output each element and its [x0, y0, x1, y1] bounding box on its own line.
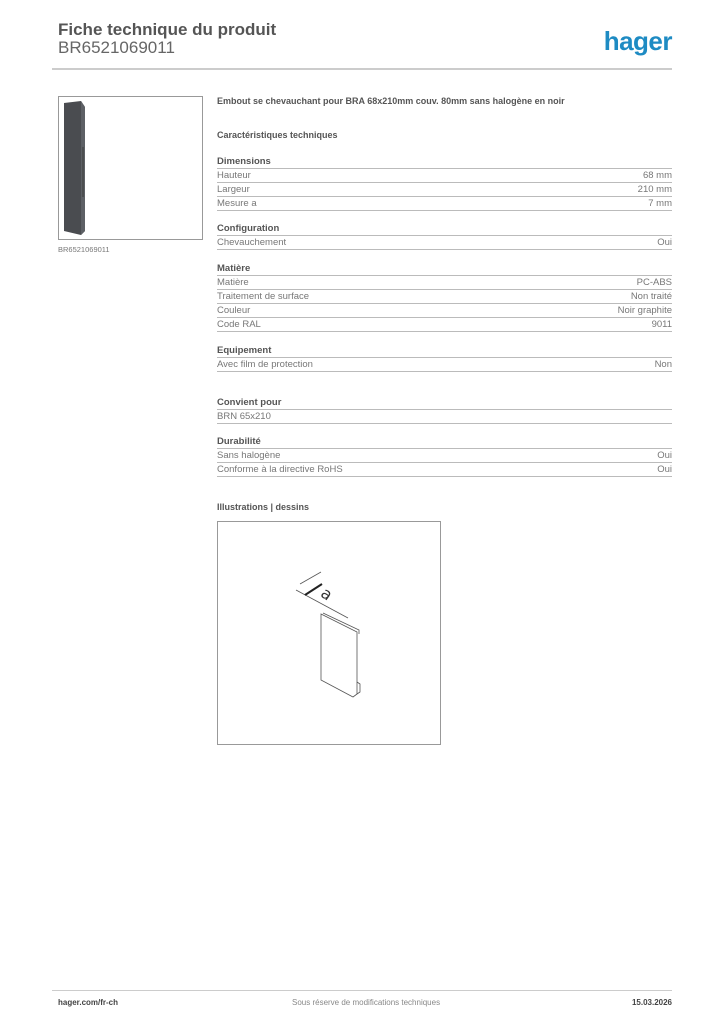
spec-value: 210 mm [637, 184, 672, 195]
characteristics-heading: Caractéristiques techniques [217, 130, 338, 140]
spec-label: BRN 65x210 [217, 411, 271, 422]
section-material [217, 262, 672, 332]
spec-label: Sans halogène [217, 450, 281, 461]
spec-row [217, 276, 672, 290]
spec-value: Noir graphite [617, 305, 672, 316]
illustrations-heading: Illustrations | dessins [217, 502, 310, 512]
spec-row [217, 236, 672, 250]
spec-value: Oui [657, 237, 672, 248]
spec-label: Largeur [217, 184, 250, 195]
technical-drawing [217, 521, 441, 745]
hager-logo: hager [603, 26, 672, 56]
footer-notice: Sous réserve de modifications techniques [292, 998, 441, 1007]
section-title: Durabilité [217, 435, 672, 449]
spec-row [217, 169, 672, 183]
spec-row [217, 183, 672, 197]
spec-label: Couleur [217, 305, 251, 316]
section-equipment [217, 344, 672, 372]
spec-value: Non [654, 359, 672, 370]
section-title: Dimensions [217, 155, 672, 169]
spec-value: Oui [657, 464, 672, 475]
spec-label: Hauteur [217, 170, 251, 181]
spec-label: Code RAL [217, 319, 261, 330]
spec-label: Traitement de surface [217, 291, 310, 302]
footer-divider [52, 990, 672, 991]
page-title: Fiche technique du produit [58, 20, 277, 39]
section-title: Matière [217, 262, 672, 276]
spec-value: Non traité [630, 291, 672, 302]
spec-row [217, 304, 672, 318]
spec-label: Matière [217, 277, 249, 288]
footer-website-link[interactable]: hager.com/fr-ch [58, 998, 119, 1007]
spec-value: 68 mm [642, 170, 672, 181]
product-code: BR6521069011 [58, 38, 175, 57]
spec-row [217, 318, 672, 332]
product-image-caption: BR6521069011 [58, 245, 110, 254]
spec-row [217, 197, 672, 211]
section-dimensions [217, 155, 672, 211]
spec-label: Mesure a [217, 198, 257, 209]
spec-value: PC-ABS [636, 277, 672, 288]
product-image [58, 96, 203, 240]
header-divider [52, 68, 672, 70]
spec-value: 9011 [651, 319, 672, 330]
section-durability [217, 435, 672, 477]
spec-row [217, 358, 672, 372]
spec-value: Oui [657, 450, 672, 461]
spec-label: Chevauchement [217, 237, 287, 248]
dimension-label: a [317, 583, 337, 605]
section-title: Convient pour [217, 396, 672, 410]
section-title: Configuration [217, 222, 672, 236]
spec-label: Conforme à la directive RoHS [217, 464, 343, 475]
footer-date: 15.03.2026 [631, 998, 672, 1007]
section-configuration [217, 222, 672, 250]
spec-row [217, 463, 672, 477]
section-title: Equipement [217, 344, 672, 358]
product-description: Embout se chevauchant pour BRA 68x210mm couv. 80mm sans halogène en noir [217, 96, 565, 106]
spec-row [217, 290, 672, 304]
spec-label: Avec film de protection [217, 359, 313, 370]
spec-row [217, 449, 672, 463]
spec-row [217, 410, 672, 424]
spec-value: 7 mm [648, 198, 672, 209]
section-compatible [217, 396, 672, 424]
